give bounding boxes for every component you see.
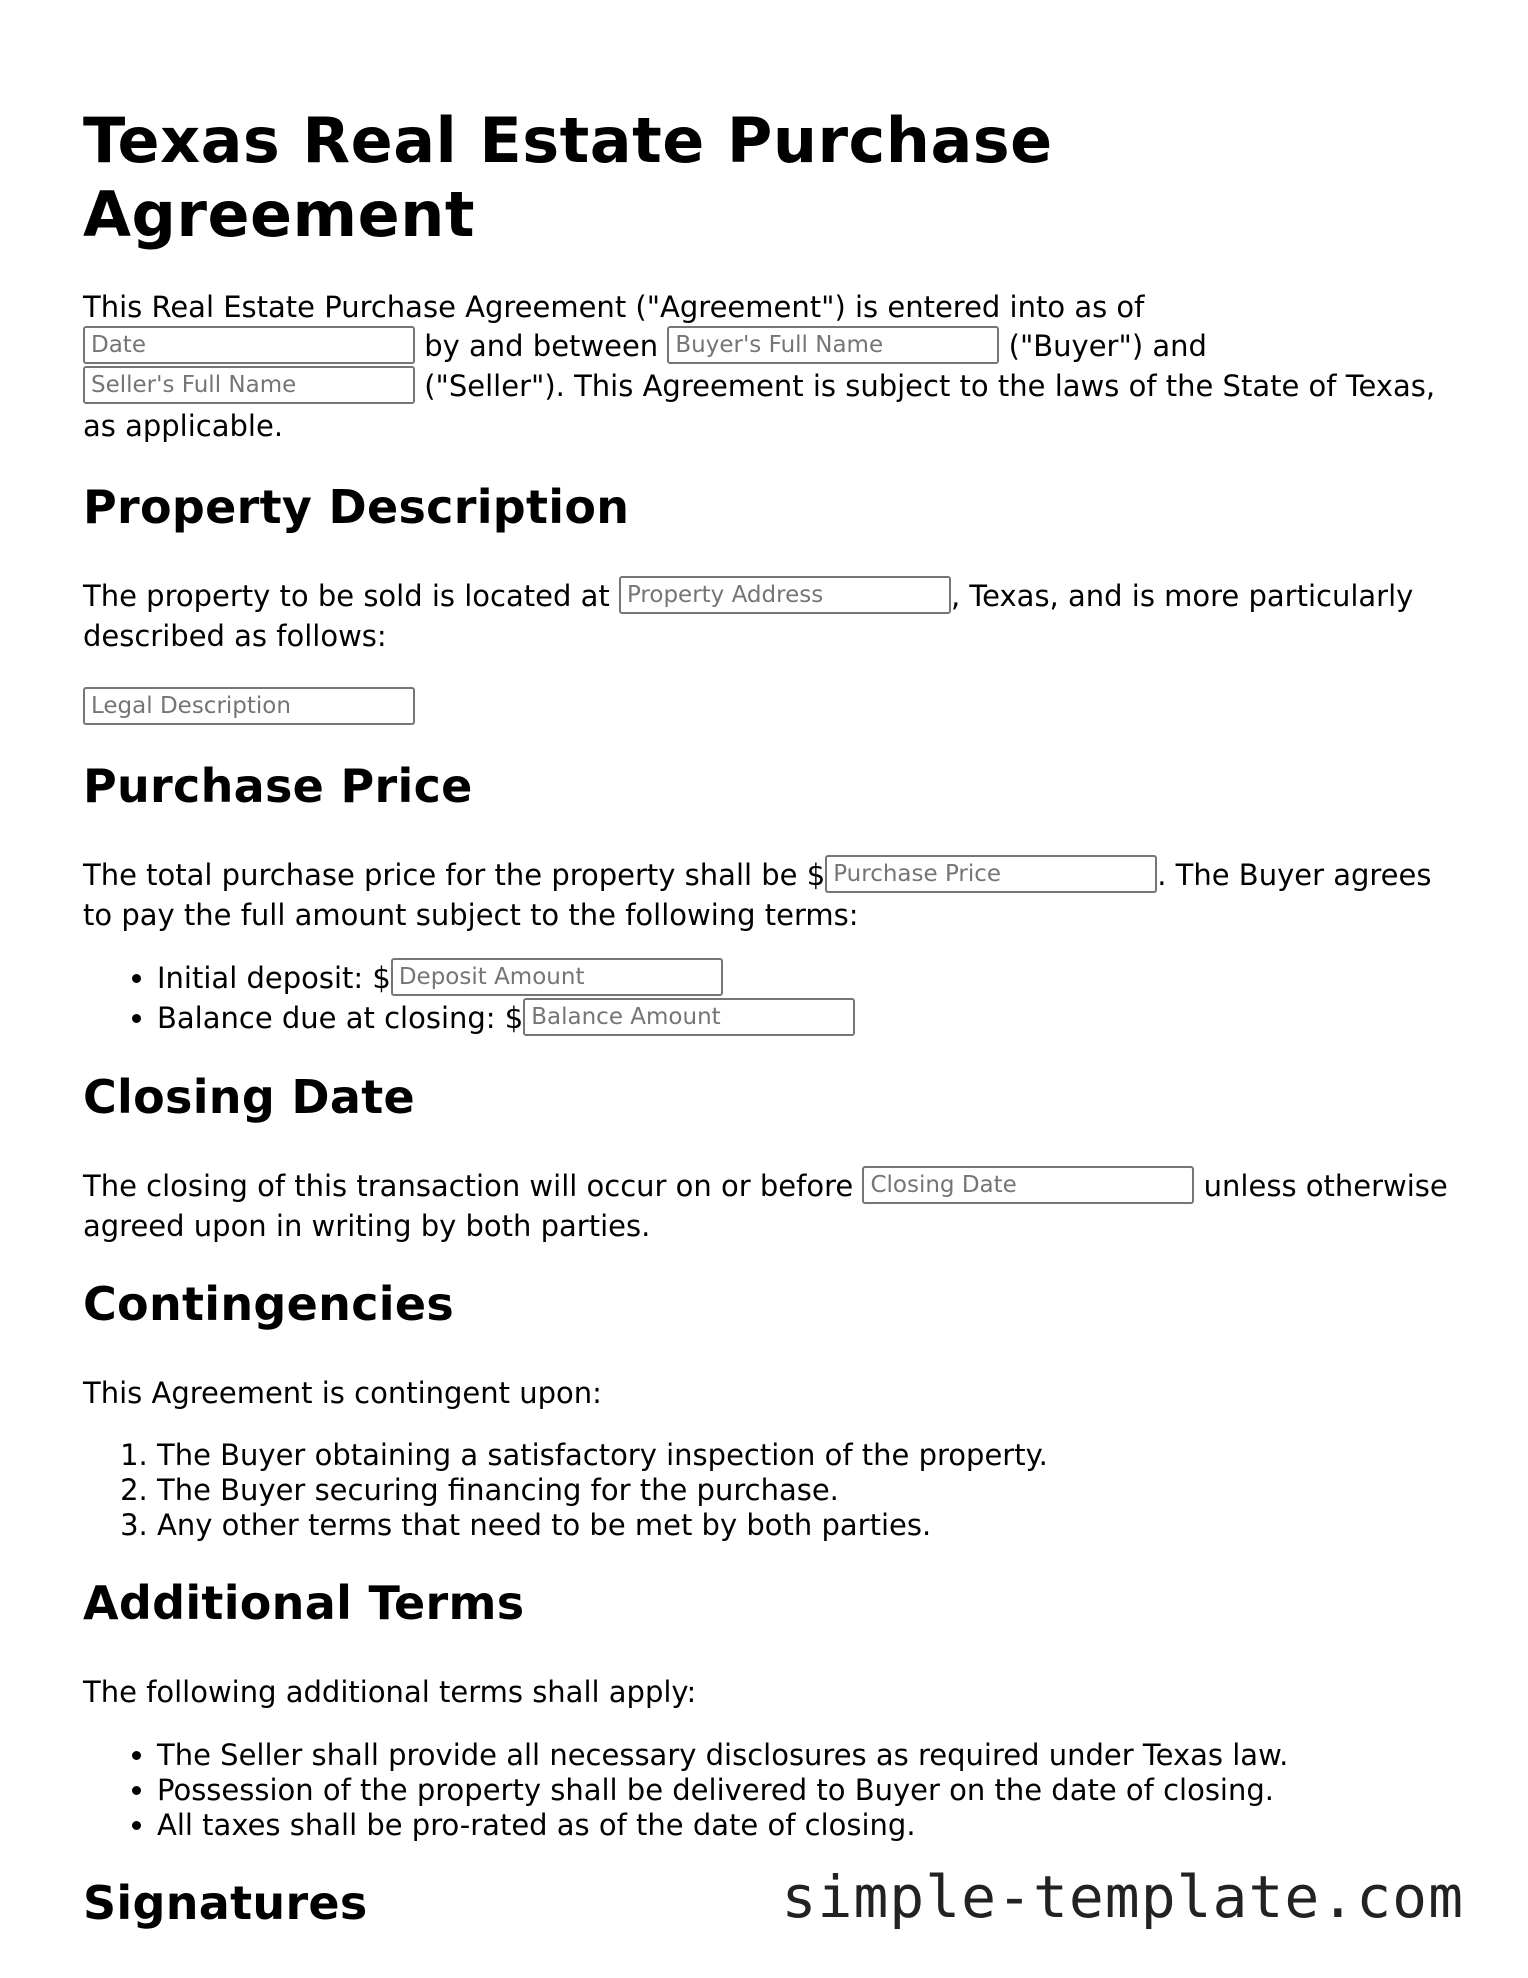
additional-terms-heading: Additional Terms: [83, 1576, 525, 1630]
buyer-name-input[interactable]: [667, 326, 999, 364]
list-item: 2. The Buyer securing financing for the purchase.: [157, 1473, 1463, 1508]
price-heading: Purchase Price: [83, 758, 473, 813]
intro-text-1: This Real Estate Purchase Agreement ("Agreement") is entered into as of: [83, 290, 1145, 324]
legal-description-wrap: [83, 690, 1463, 728]
property-heading: Property Description: [83, 480, 630, 534]
list-item: • The Seller shall provide all necessary disclosures as required under Texas law.: [157, 1738, 1463, 1773]
date-input[interactable]: [83, 326, 415, 364]
closing-heading: Closing Date: [83, 1070, 415, 1124]
intro-text-4: ("Seller"). This Agreement is subject to the laws of the State of Texas, as applicable.: [83, 368, 1436, 443]
list-item: 3. Any other terms that need to be met by both parties.: [157, 1508, 1463, 1543]
contingencies-intro: This Agreement is contingent upon:: [83, 1375, 602, 1410]
price-text-1: The total purchase price for the property shall be $: [83, 857, 826, 892]
deposit-label: Initial deposit: $: [157, 961, 391, 995]
seller-name-input[interactable]: [83, 366, 415, 404]
balance-label: Balance due at closing: $: [157, 1001, 524, 1035]
intro-text-2: by and between: [415, 328, 668, 363]
closing-date-input[interactable]: [862, 1166, 1194, 1204]
list-item: • Possession of the property shall be delivered to Buyer on the date of closing.: [157, 1773, 1463, 1808]
closing-paragraph: [83, 1167, 1463, 1246]
property-address-input[interactable]: [619, 576, 951, 614]
document-page: [83, 0, 1463, 1931]
balance-amount-input[interactable]: [523, 998, 855, 1036]
additional-terms-list: [83, 1738, 1463, 1843]
payment-terms-list: [83, 959, 1463, 1039]
list-item: 1. The Buyer obtaining a satisfactory inspection of the property.: [157, 1438, 1463, 1473]
closing-text-2: unless otherwise agreed upon in writing by both parties.: [83, 1169, 1448, 1243]
closing-text-1: The closing of this transaction will occur on or before: [83, 1169, 863, 1203]
list-item: • All taxes shall be pro-rated as of the date of closing.: [157, 1808, 1463, 1843]
property-text-1: The property to be sold is located at: [83, 579, 619, 613]
price-paragraph: [83, 856, 1463, 935]
additional-terms-intro: The following additional terms shall apply:: [83, 1675, 697, 1709]
intro-paragraph: [83, 288, 1463, 445]
contingencies-list: [83, 1438, 1463, 1543]
signatures-heading: Signatures: [83, 1875, 368, 1930]
list-item: [157, 999, 1463, 1039]
legal-description-input[interactable]: [83, 687, 415, 725]
list-item: [157, 959, 1463, 999]
deposit-amount-input[interactable]: [391, 958, 723, 996]
watermark: simple-template.com: [781, 1863, 1464, 1931]
property-text-2: , Texas, and is more particularly described as follows:: [83, 579, 1414, 653]
price-text-2: . The Buyer agrees to pay the full amount subject to the following terms:: [83, 857, 1432, 932]
purchase-price-input[interactable]: [825, 855, 1157, 893]
contingencies-heading: Contingencies: [83, 1276, 455, 1331]
intro-text-3: ("Buyer") and: [999, 328, 1207, 363]
page-title: Texas Real Estate Purchase Agreement: [83, 104, 1053, 251]
property-paragraph: [83, 577, 1463, 656]
